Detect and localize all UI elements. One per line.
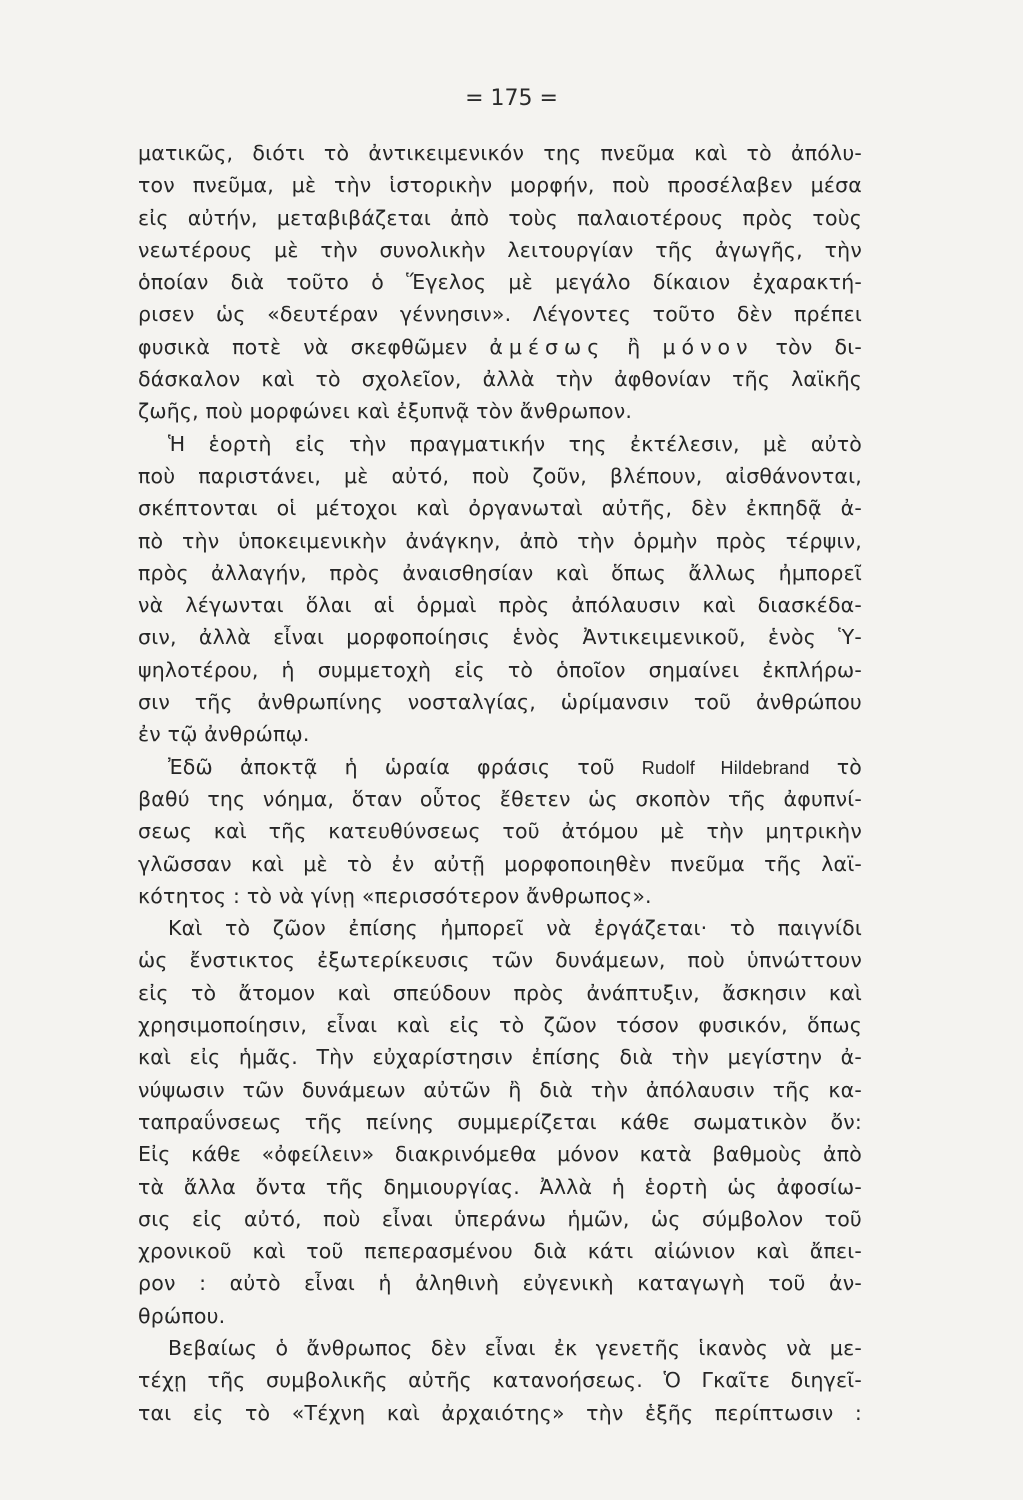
text-line: χρησιμοποίησιν, εἶναι καὶ εἰς τὸ ζῶον τόσον φυσικόν, ὅπως xyxy=(138,1013,862,1038)
text-line: εἰς τὸ ἄτομον καὶ σπεύδουν πρὸς ἀνάπτυξιν, ἄσκησιν καὶ xyxy=(138,980,862,1005)
text-line: σιν τῆς ἀνθρωπίνης νοσταλγίας, ὡρίμανσιν τοῦ ἀνθρώπου xyxy=(138,690,862,715)
text-line: δάσκαλον καὶ τὸ σχολεῖον, ἀλλὰ τὴν ἀφθονίαν τῆς λαϊκῆς xyxy=(138,367,862,392)
text-fragment: τὸ xyxy=(809,754,862,779)
text-line: βαθύ της νόημα, ὅταν οὗτος ἔθετεν ὡς σκοπὸν τῆς ἀφυπνί- xyxy=(138,786,862,811)
text-line: πρὸς ἀλλαγήν, πρὸς ἀναισθησίαν καὶ ὅπως ἄλλως ἠμπορεῖ xyxy=(138,560,862,585)
body-text xyxy=(138,137,862,1429)
paragraph-start: Καὶ τὸ ζῶον ἐπίσης ἠμπορεῖ νὰ ἐργάζεται· τὸ παιγνίδι xyxy=(168,916,862,941)
text-line: ἐν τῷ ἀνθρώπῳ. xyxy=(138,722,310,747)
text-line: ψηλοτέρου, ἡ συμμετοχὴ εἰς τὸ ὁποῖον σημαίνει ἐκπλήρω- xyxy=(138,657,862,682)
text-line: νύψωσιν τῶν δυνάμεων αὐτῶν ἢ διὰ τὴν ἀπόλαυσιν τῆς κα- xyxy=(138,1077,862,1102)
text-line: τὰ ἄλλα ὄντα τῆς δημιουργίας. Ἀλλὰ ἡ ἑορτὴ ὡς ἀφοσίω- xyxy=(138,1174,862,1199)
paragraph-start xyxy=(138,751,862,783)
page-number: = 175 = xyxy=(465,86,558,111)
text-line: σιν, ἀλλὰ εἶναι μορφοποίησις ἑνὸς Ἀντικειμενικοῦ, ἑνὸς Ὑ- xyxy=(138,625,862,650)
text-line: Εἰς κάθε «ὀφείλειν» διακρινόμεθα μόνον κατὰ βαθμοὺς ἀπὸ xyxy=(138,1142,862,1167)
text-line: ται εἰς τὸ «Τέχνη καὶ ἀρχαιότης» τὴν ἑξῆς περίπτωσιν : xyxy=(138,1400,862,1425)
text-line: νὰ λέγωνται ὅλαι αἱ ὁρμαὶ πρὸς ἀπόλαυσιν καὶ διασκέδα- xyxy=(138,593,862,618)
text-line: ρον : αὐτὸ εἶναι ἡ ἀληθινὴ εὐγενικὴ καταγωγὴ τοῦ ἀν- xyxy=(138,1271,862,1296)
text-fragment: Ἐδῶ ἀποκτᾷ ἡ ὡραία φράσις τοῦ xyxy=(168,754,642,779)
spaced-emphasis-word: ἀμέσως xyxy=(489,334,606,359)
text-line: νεωτέρους μὲ τὴν συνολικὴν λειτουργίαν τῆς ἀγωγῆς, τὴν xyxy=(138,237,862,262)
text-fragment: τὸν δι- xyxy=(753,334,862,359)
text-line: τον πνεῦμα, μὲ τὴν ἱστορικὴν μορφήν, ποὺ προσέλαβεν μέσα xyxy=(138,173,862,198)
text-line: γλῶσσαν καὶ μὲ τὸ ἐν αὐτῇ μορφοποιηθὲν πνεῦμα τῆς λαϊ- xyxy=(138,851,862,876)
spaced-emphasis-word: μόνον xyxy=(662,334,754,359)
text-line: σκέπτονται οἱ μέτοχοι καὶ ὀργανωταὶ αὐτῆς, δὲν ἐκπηδᾷ ἀ- xyxy=(138,496,862,521)
text-line: ποὺ παριστάνει, μὲ αὐτό, ποὺ ζοῦν, βλέπουν, αἰσθάνονται, xyxy=(138,463,862,488)
text-line: θρώπου. xyxy=(138,1303,226,1328)
text-line: ταπραΰνσεως τῆς πείνης συμμερίζεται κάθε σωματικὸν ὄν: xyxy=(138,1109,862,1134)
text-line: καὶ εἰς ἡμᾶς. Τὴν εὐχαρίστησιν ἐπίσης διὰ τὴν μεγίστην ἀ- xyxy=(138,1045,862,1070)
text-line: κότητος : τὸ νὰ γίνῃ «περισσότερον ἄνθρωπος». xyxy=(138,883,652,908)
text-line: ρισεν ὡς «δευτέραν γέννησιν». Λέγοντες τοῦτο δὲν πρέπει xyxy=(138,302,862,327)
latin-name: Rudolf Hildebrand xyxy=(641,757,810,778)
text-line: χρονικοῦ καὶ τοῦ πεπερασμένου διὰ κάτι αἰώνιον καὶ ἄπει- xyxy=(138,1239,862,1264)
paragraph-start: Βεβαίως ὁ ἄνθρωπος δὲν εἶναι ἐκ γενετῆς ἱκανὸς νὰ με- xyxy=(168,1335,862,1360)
text-line: σεως καὶ τῆς κατευθύνσεως τοῦ ἀτόμου μὲ τὴν μητρικὴν xyxy=(138,819,862,844)
text-line-emphasis xyxy=(138,331,862,363)
text-line: σις εἰς αὐτό, ποὺ εἶναι ὑπεράνω ἡμῶν, ὡς σύμβολον τοῦ xyxy=(138,1206,862,1231)
text-fragment: φυσικὰ ποτὲ νὰ σκεφθῶμεν xyxy=(138,334,490,359)
text-line: ὡς ἔνστικτος ἐξωτερίκευσις τῶν δυνάμεων, ποὺ ὑπνώττουν xyxy=(138,948,862,973)
paragraph-start: Ἡ ἑορτὴ εἰς τὴν πραγματικήν της ἐκτέλεσιν, μὲ αὐτὸ xyxy=(168,431,862,456)
text-fragment: ἢ xyxy=(605,334,663,359)
text-line: ζωῆς, ποὺ μορφώνει καὶ ἐξυπνᾷ τὸν ἄνθρωπον. xyxy=(138,399,633,424)
text-line: τέχῃ τῆς συμβολικῆς αὐτῆς κατανοήσεως. Ὁ Γκαῖτε διηγεῖ- xyxy=(138,1368,862,1393)
text-line: ὁποίαν διὰ τοῦτο ὁ Ἕγελος μὲ μεγάλο δίκαιον ἐχαρακτή- xyxy=(138,270,862,295)
text-line: ματικῶς, διότι τὸ ἀντικειμενικόν της πνεῦμα καὶ τὸ ἀπόλυ- xyxy=(138,141,862,165)
text-line: εἰς αὐτήν, μεταβιβάζεται ἀπὸ τοὺς παλαιοτέρους πρὸς τοὺς xyxy=(138,205,862,230)
text-line: πὸ τὴν ὑποκειμενικὴν ἀνάγκην, ἀπὸ τὴν ὁρμὴν πρὸς τέρψιν, xyxy=(138,528,862,553)
